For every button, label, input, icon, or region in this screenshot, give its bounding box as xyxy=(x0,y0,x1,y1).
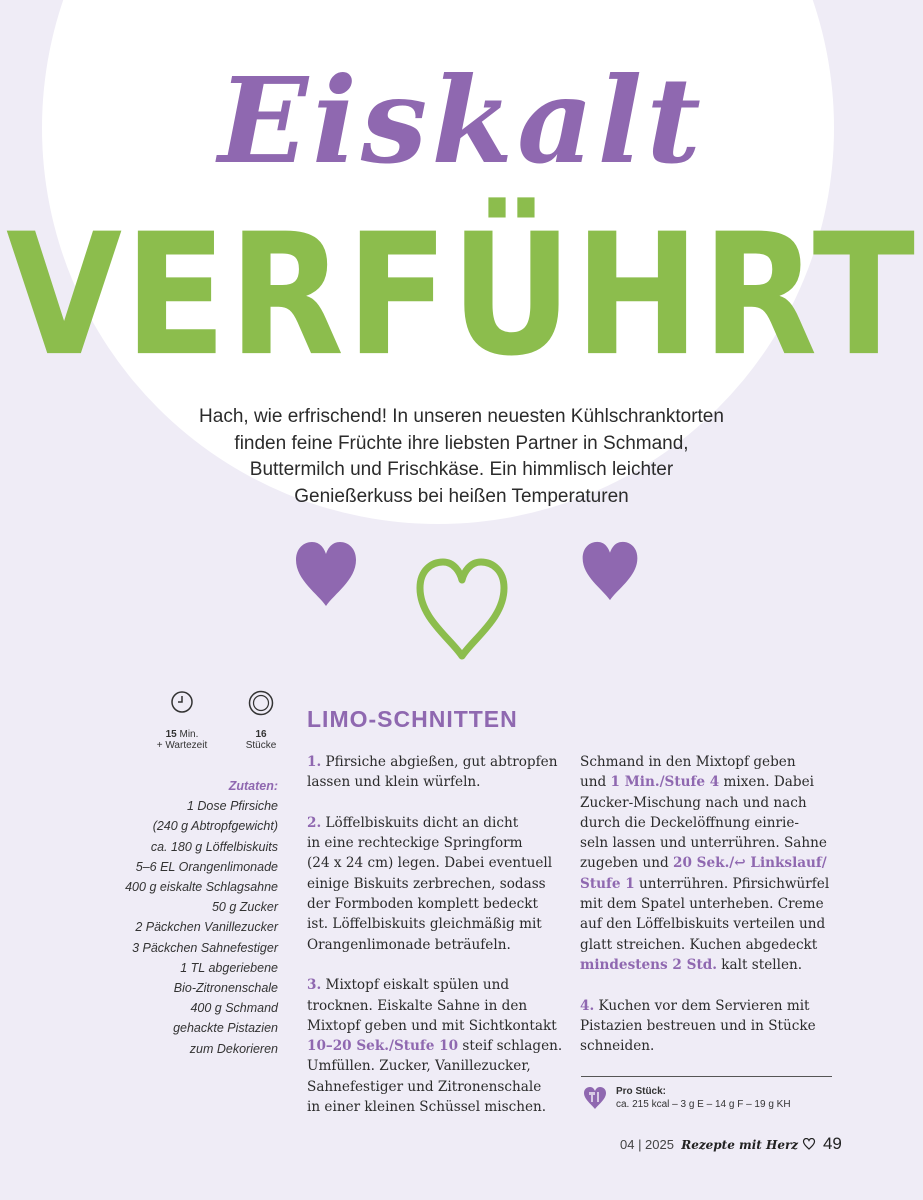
ingredient-item: 50 g Zucker xyxy=(211,900,278,915)
heart-cutlery-icon xyxy=(582,1085,608,1111)
brand-heart-icon xyxy=(802,1138,816,1150)
step-text: kalt stellen. xyxy=(716,956,803,973)
recipe-column-left xyxy=(307,752,563,1138)
thermomix-setting: 10–20 Sek./Stufe 10 xyxy=(307,1038,459,1055)
time-unit: Min. xyxy=(179,729,199,740)
step-4 xyxy=(580,996,832,1057)
step-text: zugeben und xyxy=(580,855,674,872)
ingredient-item: gehackte Pistazien xyxy=(173,1021,278,1036)
ingredient-item: 1 TL abgeriebene xyxy=(180,960,278,975)
ingredient-item: 400 g eiskalte Schlagsahne xyxy=(125,880,278,895)
headline-line2: VERFÜHRT xyxy=(6,198,917,394)
ingredient-item: zum Dekorieren xyxy=(189,1041,278,1056)
step-text: Pistazien bestreuen und in Stücke xyxy=(580,1017,816,1034)
step-text: der Formboden komplett bedeckt xyxy=(307,896,538,913)
heart-right-icon xyxy=(580,540,640,602)
pieces-unit: Stücke xyxy=(245,740,277,751)
step-text: Orangenlimonade beträufeln. xyxy=(307,936,511,953)
time-extra: + Wartezeit xyxy=(156,740,208,751)
step-text: Umfüllen. Zucker, Vanillezucker, xyxy=(307,1058,531,1075)
ingredient-item: 3 Päckchen Sahnefestiger xyxy=(132,940,278,955)
plate-icon xyxy=(248,690,274,716)
nutrition-label: Pro Stück: xyxy=(616,1086,667,1097)
recipe-title: LIMO-SCHNITTEN xyxy=(307,706,518,732)
heart-center-icon xyxy=(414,556,510,662)
ingredient-item: 1 Dose Pfirsiche xyxy=(186,799,278,814)
ingredient-item: ca. 180 g Löffelbiskuits xyxy=(150,839,278,854)
step-number: 4. xyxy=(580,997,595,1014)
step-3-continued xyxy=(580,752,832,975)
step-text: Sahnefestiger und Zitronenschale xyxy=(307,1078,542,1095)
step-text: Mixtopf geben und mit Sichtkontakt xyxy=(307,1017,557,1034)
step-text: ist. Löffelbiskuits gleichmäßig mit xyxy=(307,916,542,933)
step-number: 1. xyxy=(307,754,322,770)
step-3 xyxy=(307,975,563,1117)
step-text: Schmand in den Mixtopf geben xyxy=(580,754,796,770)
nutrition-info xyxy=(616,1085,791,1111)
step-text: glatt streichen. Kuchen abgedeckt xyxy=(580,936,818,953)
step-text: (24 x 24 cm) legen. Dabei eventuell xyxy=(307,855,553,872)
ingredient-item: Bio-Zitronenschale xyxy=(173,981,278,996)
headline-line1: Eiskalt xyxy=(218,51,705,190)
step-text: und xyxy=(580,774,611,791)
thermomix-setting: mindestens 2 Std. xyxy=(580,956,717,973)
step-2 xyxy=(307,813,559,955)
time-meta xyxy=(150,729,214,751)
step-number: 2. xyxy=(307,814,322,831)
ingredients-list xyxy=(78,776,278,1059)
heart-left-icon xyxy=(294,540,358,608)
step-text: trocknen. Eiskalte Sahne in den xyxy=(307,997,528,1014)
page-footer xyxy=(620,1134,842,1154)
step-text: mixen. Dabei xyxy=(719,774,814,791)
step-text: seln lassen und unterrühren. Sahne xyxy=(580,835,827,852)
thermomix-setting: 20 Sek./↩ Linkslauf/ xyxy=(673,855,827,872)
brand-name: Rezepte mit Herz xyxy=(681,1138,799,1152)
ingredient-item: 2 Päckchen Vanillezucker xyxy=(135,920,278,935)
step-text: Zucker-Mischung nach und nach xyxy=(580,794,807,811)
step-text: steif schlagen. xyxy=(458,1038,563,1055)
step-number: 3. xyxy=(307,977,322,994)
intro-line: finden feine Früchte ihre liebsten Partner in Schmand, xyxy=(234,432,689,454)
page-number: 49 xyxy=(822,1134,842,1153)
step-text: unterrühren. Pfirsichwürfel xyxy=(634,875,830,892)
thermomix-setting: Stufe 1 xyxy=(580,875,635,892)
step-text: in eine rechteckige Springform xyxy=(307,835,523,852)
issue-number: 04 | 2025 xyxy=(620,1137,674,1152)
intro-line: Hach, wie erfrischend! In unseren neuesten Kühlschranktorten xyxy=(199,406,724,427)
step-text: einige Biskuits zerbrechen, sodass xyxy=(307,875,546,892)
nutrition-divider xyxy=(581,1076,832,1077)
time-value: 15 xyxy=(165,729,177,740)
step-text: schneiden. xyxy=(580,1038,655,1055)
ingredient-item: (240 g Abtropfgewicht) xyxy=(152,819,278,834)
step-text: Pfirsiche abgießen, gut abtropfen xyxy=(325,754,558,770)
ingredient-item: 400 g Schmand xyxy=(190,1001,278,1016)
ingredient-item: 5–6 EL Orangenlimonade xyxy=(135,859,278,874)
step-1 xyxy=(307,752,559,793)
pieces-value: 16 xyxy=(255,729,267,740)
step-text: durch die Deckelöffnung einrie- xyxy=(580,814,800,831)
intro-line: Genießerkuss bei heißen Temperaturen xyxy=(294,485,629,507)
pieces-meta xyxy=(236,729,286,751)
intro-text xyxy=(150,404,773,510)
step-text: auf den Löffelbiskuits verteilen und xyxy=(580,916,826,933)
ingredients-heading: Zutaten: xyxy=(228,779,278,793)
recipe-column-right xyxy=(580,752,832,1077)
step-text: lassen und klein würfeln. xyxy=(307,774,481,791)
clock-icon xyxy=(170,690,194,714)
step-text: in einer kleinen Schüssel mischen. xyxy=(307,1099,547,1116)
intro-line: Buttermilch und Frischkäse. Ein himmlisch leichter xyxy=(249,459,674,480)
nutrition-values: ca. 215 kcal – 3 g E – 14 g F – 19 g KH xyxy=(616,1099,791,1110)
step-text: Mixtopf eiskalt spülen und xyxy=(325,977,510,994)
step-text: Löffelbiskuits dicht an dicht xyxy=(325,814,519,831)
thermomix-setting: 1 Min./Stufe 4 xyxy=(610,774,720,791)
step-text: Kuchen vor dem Servieren mit xyxy=(598,997,810,1014)
step-text: mit dem Spatel unterheben. Creme xyxy=(580,896,824,913)
